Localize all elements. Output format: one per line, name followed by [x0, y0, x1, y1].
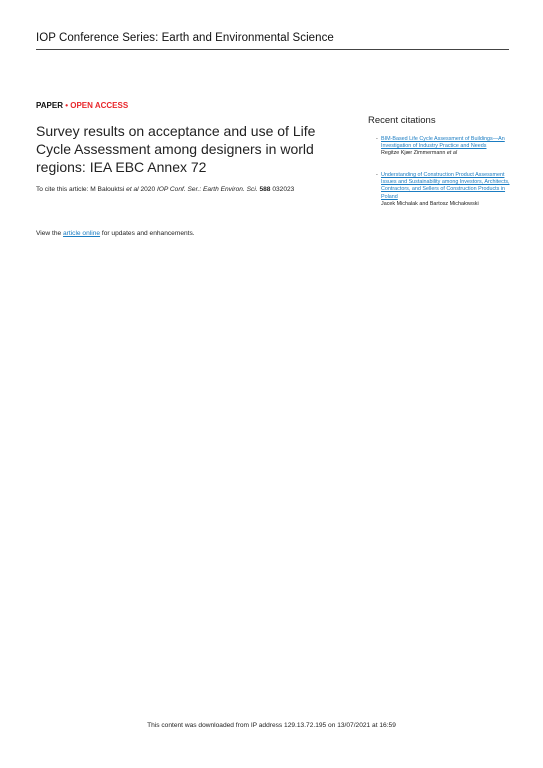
cite-journal: IOP Conf. Ser.: Earth Environ. Sci. [156, 186, 258, 193]
paper-label [36, 101, 128, 110]
citation-link[interactable]: Understanding of Construction Product Assessment Issues and Sustainability among Investors, Architects, Contractors, and Sellers of Construction Products in Poland [381, 172, 510, 200]
citation-authors [381, 201, 511, 208]
cite-year: 2020 [138, 186, 157, 193]
recent-citation-item [376, 136, 511, 158]
citation-dash: - [376, 136, 378, 142]
citation-authors-names: Regitze Kjær Zimmermann [381, 150, 447, 157]
article-online-link[interactable]: article online [63, 230, 101, 237]
cite-prefix: To cite this article: M Balouktsi [36, 186, 127, 193]
download-footer: This content was downloaded from IP address 129.13.72.195 on 13/07/2021 at 16:59 [147, 722, 396, 729]
open-access-label: OPEN ACCESS [70, 101, 129, 110]
journal-header: IOP Conference Series: Earth and Environmental Science [36, 32, 509, 50]
citation-authors-etal: et al [446, 150, 458, 157]
cite-etal: et al [126, 186, 139, 193]
view-article-line [36, 230, 195, 237]
citation-link[interactable]: BIM-Based Life Cycle Assessment of Buildings—An Investigation of Industry Practice and Needs [381, 136, 505, 150]
citation-dash: - [376, 172, 378, 178]
cite-volume: 588 [259, 186, 271, 193]
label-separator: • [65, 101, 69, 110]
view-prefix: View the [36, 230, 64, 237]
view-suffix: for updates and enhancements. [100, 230, 195, 237]
citation-authors-names: Jacek Michalak and Bartosz Michałowski [381, 200, 479, 207]
recent-citation-item [376, 172, 511, 208]
recent-citations-heading: Recent citations [368, 115, 436, 126]
article-title: Survey results on acceptance and use of Life Cycle Assessment among designers in world regions: IEA EBC Annex 72 [36, 123, 316, 175]
paper-type-label: PAPER [36, 101, 63, 110]
cite-article-number: 032023 [270, 186, 295, 193]
citation-line [36, 186, 356, 193]
citation-authors [381, 150, 511, 157]
